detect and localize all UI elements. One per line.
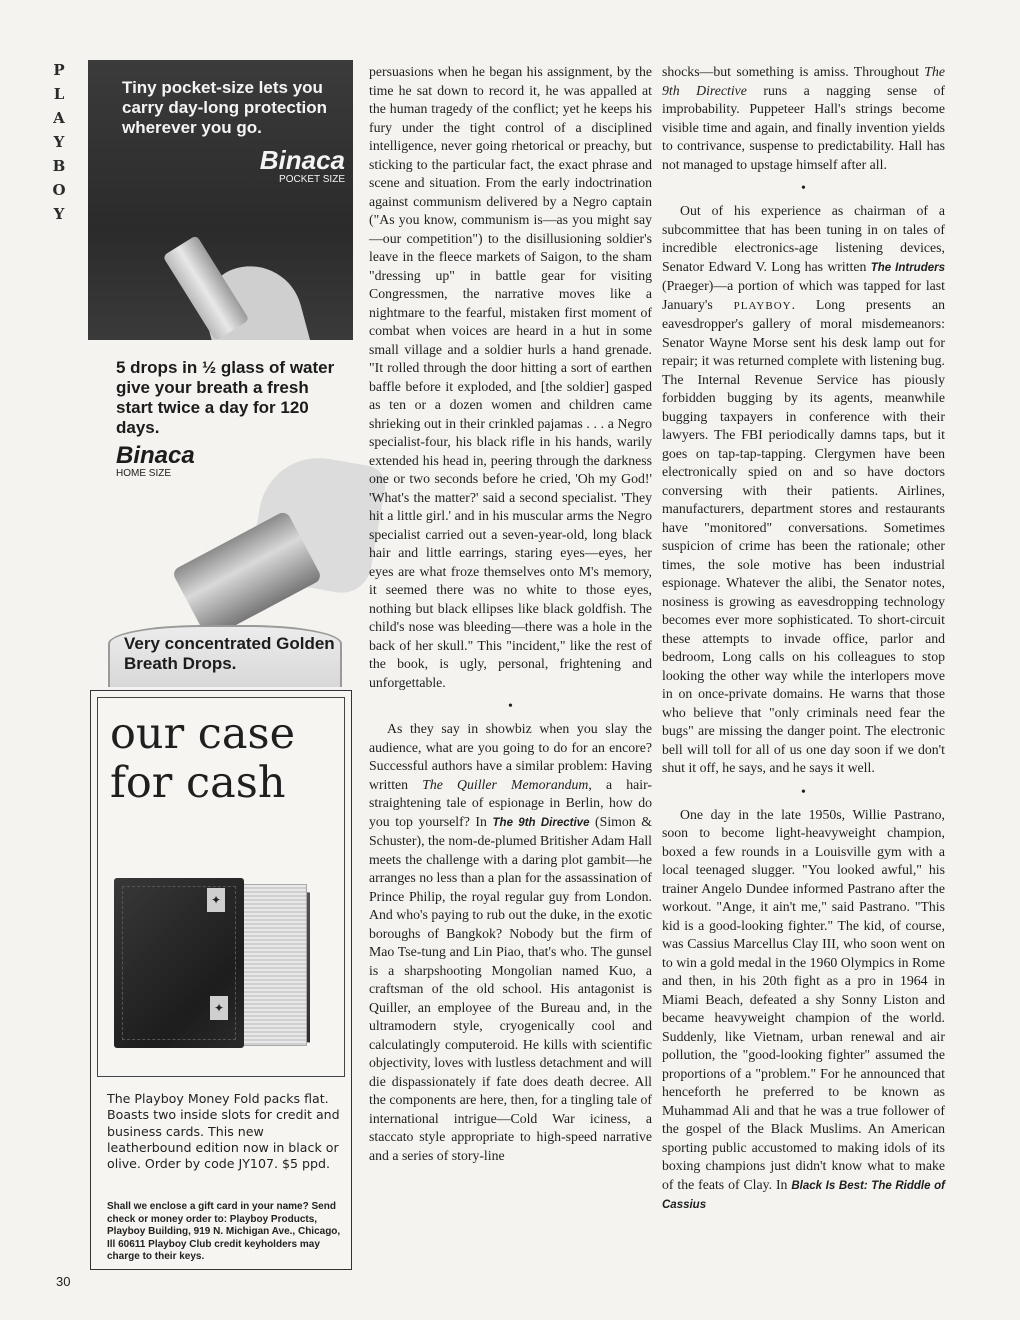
article-paragraph: persuasions when he began his assignment, by the time he sat down to record it, he was appalled at the human tragedy of the conflict; yet he keeps his fury under the tight control of a disciplined intelligence, never going rhetorical or preachy, but sticking to the particular fact, the exact phrase and scene and situation. From the early indoctrination against communism delivered by a Negro captain ("As you know, communism is—as you might say—our competition") to the disillusioning soldier's leave in the fleece markets of Saigon, to the sham "dressing up" in battle gear for visiting Congressmen, the narrative moves like a nightmare to the fearful, mistaken first moment of combat when voices are heard in a hut in some small village and a soldier hurls a hand grenade. "It rolled through the door hitting a sort of earthen baffle before it exploded, and [the soldier] gasped as ten or a dozen women and children came shrieking out in their crinkled pajamas . . . a Negro specialist-four, his black rifle in his hands, warily extended his head in, peering through the darkness one or two seconds before he cried, 'Oh my God!' 'What's the matter?' said a second specialist. 'They hit a little girl.' and in his muscular arms the Negro specialist carried out a seven-year-old, long black hair and little earrings, staring eyes—eyes, her eyes are what froze themselves onto M's memory, it seemed there was no white to those eyes, nothing but black ellipses like black goldfish. The child's nose was bleeding—there was a hole in the back of her skull." This "incident," like the rest of the book, is ugly, personal, frightening and unforgettable. bbox=[369, 64, 652, 690]
article-paragraph bbox=[662, 806, 945, 1215]
masthead-letter: Y bbox=[53, 205, 65, 223]
binaca-advertisement bbox=[88, 60, 353, 680]
article-column-right bbox=[662, 63, 945, 1215]
masthead-letter: O bbox=[52, 181, 66, 199]
book-title: The 9th Directive bbox=[492, 816, 590, 829]
magazine-name: PLAYBOY bbox=[733, 299, 792, 312]
masthead-letter: L bbox=[53, 85, 65, 103]
paragraph-text: runs a nagging sense of improbability. Puppeteer Hall's strings become visible time and again, and finally invention yields to contrivance, suspense to predictability. Hall has not managed to upstage himself after all. bbox=[662, 82, 945, 172]
pocket-size-photo bbox=[88, 60, 353, 340]
rabbit-logo-icon: ✦ bbox=[210, 996, 228, 1020]
binaca-body-copy: 5 drops in ½ glass of water give your breath a fresh start twice a day for 120 days. bbox=[116, 358, 335, 438]
magazine-masthead bbox=[48, 58, 70, 226]
book-title: The Quiller Memorandum bbox=[422, 776, 589, 792]
ad-inner-frame bbox=[97, 697, 345, 1077]
binaca-headline: Tiny pocket-size lets you carry day-long protection wherever you go. bbox=[122, 78, 327, 138]
money-fold-headline: our case for cash bbox=[110, 709, 296, 808]
paragraph-text: One day in the late 1950s, Willie Pastrano, soon to become light-heavyweight champion, boxed a few rounds in a Louisville gym with a local teenaged slugger. "You looked awful," his trainer Angelo Dundee informed Pastrano after the workout. "Ange, it ain't me," said Pastrano. "This kid is a good-looking fighter." The kid, of course, was Cassius Marcellus Clay III, who soon went on to win a gold medal in the 1960 Olympics in Rome and then, in his 20th fight as a pro in 1964 in Miami Beach, defeated a shy Sonny Liston and became heavyweight champion of the world. Suddenly, like Vietnam, urban renewal and air pollution, the "good-looking fighter" assumed the proportions of a "problem." For he announced that henceforth he preferred to be known as Muhammad Ali and that he was a true follower of the gospel of the Black Muslims. An American sporting public accustomed to making idols of its boxing champions just didn't know what to make of the feats of Clay. In bbox=[662, 806, 945, 1192]
masthead-letter: A bbox=[53, 109, 65, 127]
section-separator: • bbox=[508, 699, 513, 714]
page-number: 30 bbox=[56, 1274, 71, 1289]
paragraph-text: (Simon & Schuster), the nom-de-plumed Britisher Adam Hall meets the challenge with a daring plot gambit—he arranges no less than a plan for the assassination of Prince Philip, the royal regular guy from London. And who's paying to rub out the duke, in the exotic boroughs of Bangkok? Nobody but the firm of Mao Tse-tung and Lin Piao, that's who. The gunsel is a sharpshooting Mongolian named Kuo, a craftsman of the old school. His antagonist is Quiller, an employee of the Bureau and, in the ultramodern style, cryogenically cool and calculatingly computeroid. He kills with scientific objectivity, loves with lustless detachment and will die dispassionately if fate does death decree. All the components are here, then, for a tingling tale of international intrigue—Cold War iciness, a staccato style appropriate to high-speed narrative and a series of story-line bbox=[369, 813, 653, 1163]
masthead-letter: B bbox=[52, 157, 66, 175]
binaca-home-logo bbox=[116, 444, 195, 479]
binaca-size-label: HOME SIZE bbox=[116, 468, 172, 479]
paragraph-text: . Long presents an eavesdropper's gallery of moral misdemeanors: Senator Wayne Morse sent his desk lamp out for repair; it was returned complete with listening bug. The Internal Revenue Service has piously forbidden bugging by its agents, meanwhile bugging taxpayers in conference with their lawyers. The FBI periodically damns taps, but it goes on tap-tap-tapping. Clergymen have been electronically spied on and so have doctors conversing with their patients. Airlines, manufacturers, department stores and restaurants have "monitored" conversations. Sometimes suspicion of crime has been the rationale; other times, the sole motive has been industrial espionage. Whatever the alibi, the Senator notes, nosiness is growing as eavesdropping technology becomes ever more sophisticated. To short-circuit these attempts to invade office, parlor and bedroom, Long calls on his colleagues to stop looking the other way while the interlopers move in on once-private domains. He warns that those who believe that "only criminals need fear the bugs" are missing the danger point. The electronic bell will toll for all of us one day soon if we don't shut it off, he says, and he says it well. bbox=[662, 296, 946, 775]
binaca-tagline: Very concentrated Golden Breath Drops. bbox=[124, 634, 335, 674]
binaca-brand: Binaca bbox=[116, 442, 195, 469]
book-title: The 9th Directive bbox=[662, 64, 945, 98]
masthead-letter: P bbox=[53, 61, 65, 79]
paragraph-text: , a hair-straightening tale of espionage in Berlin, how do you top yourself? In bbox=[369, 776, 652, 829]
masthead-letter: Y bbox=[53, 133, 65, 151]
money-fold-description: The Playboy Money Fold packs flat. Boasts two inside slots for credit and business cards. This new leatherbound edition now in black or olive. Order by code JY107. $5 ppd. bbox=[107, 1091, 340, 1172]
paragraph-text: shocks—but something is amiss. Throughout bbox=[662, 64, 925, 79]
article-paragraph bbox=[662, 202, 945, 778]
section-separator: • bbox=[801, 181, 806, 196]
article-paragraph bbox=[369, 720, 652, 1165]
order-instructions: Shall we enclose a gift card in your name? Send check or money order to: Playboy Products, Playboy Building, 919 N. Michigan Ave., Chicago, Ill 60611 Playboy Club credit keyholders may charge to their keys. bbox=[107, 1201, 341, 1262]
book-title: The Intruders bbox=[870, 261, 945, 274]
rabbit-logo-icon: ✦ bbox=[207, 888, 225, 912]
paragraph-text: (Praeger)—a portion of which was tapped for last January's bbox=[662, 278, 945, 312]
article-column-middle bbox=[369, 63, 652, 1165]
binaca-size-label: POCKET SIZE bbox=[279, 174, 345, 185]
money-fold-advertisement bbox=[90, 690, 352, 1270]
section-separator: • bbox=[801, 784, 806, 800]
article-paragraph bbox=[662, 63, 945, 174]
wallet-photo bbox=[110, 878, 310, 1053]
paragraph-text: Out of his experience as chairman of a subcommittee that has been tuning in on tales of incredible electronics-age listening devices, Senator Edward V. Long has written bbox=[662, 203, 945, 274]
book-title: Black Is Best: The Riddle of Cassius bbox=[662, 1179, 946, 1211]
paragraph-text: As they say in showbiz when you slay the audience, what are you going to do for an encore? Successful authors have a similar problem: Having written bbox=[369, 721, 652, 792]
binaca-brand: Binaca bbox=[259, 145, 345, 175]
binaca-pocket-logo bbox=[260, 147, 345, 185]
